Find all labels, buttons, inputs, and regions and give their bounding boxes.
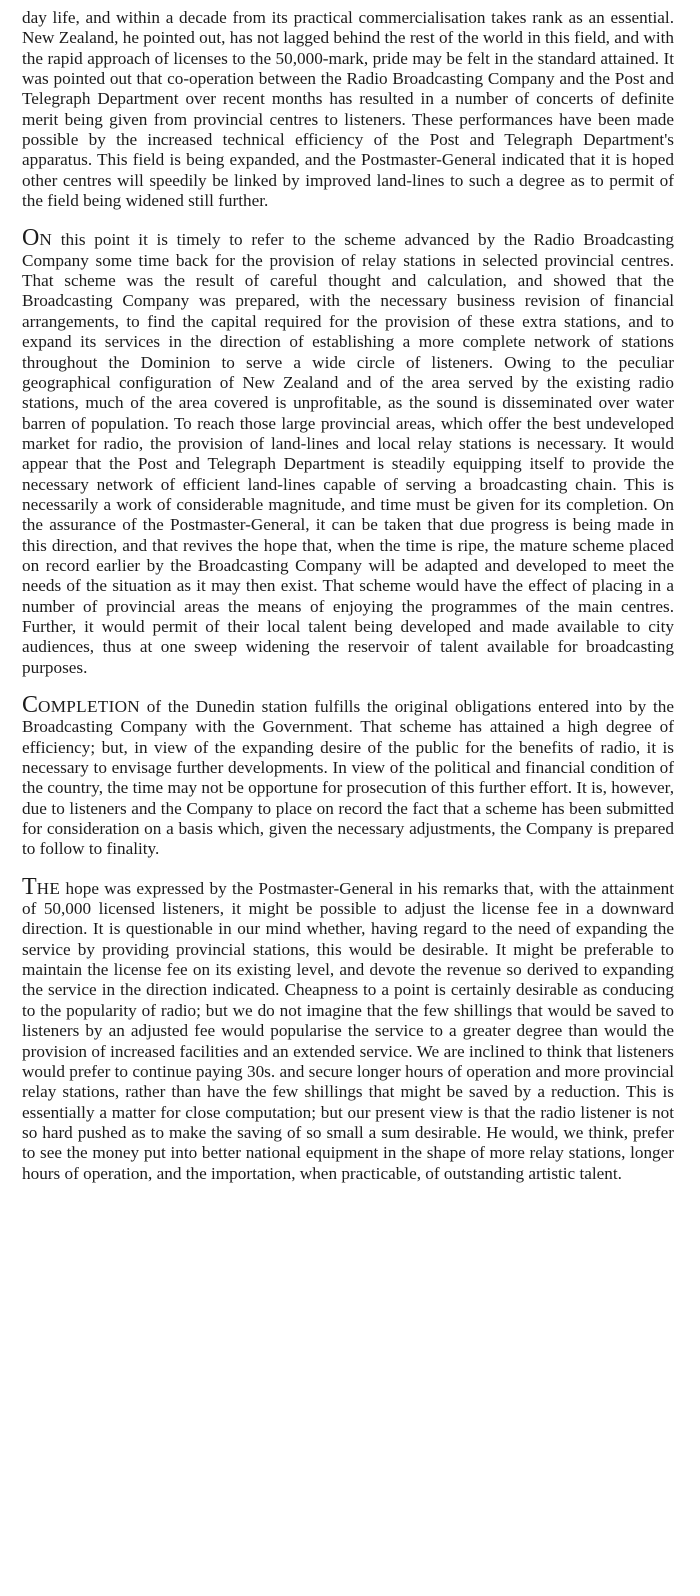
paragraph-2-text: this point it is timely to refer to the scheme advanced by the Radio Broadcasting Company some time back for the provision of relay stations in selected provincial centres. That scheme was the result of careful thought and calculation, and showed that the Broadcasting Company was prepared, with the necessary business revision of financial arrangements, to find the capital required for the provision of these extra stations, and to expand its services in the direction of establishing a more complete network of stations throughout the Dominion to serve a wide circle of listeners. Owing to the peculiar geographical configuration of New Zealand and of the area served by the existing radio stations, much of the area covered is unprofitable, as the sound is disseminated over water barren of population. To reach those large provincial areas, which offer the best undeveloped market for radio, the provision of land-lines and local relay stations is necessary. It would appear that the Post and Telegraph Department is steadily equipping itself to provide the necessary network of efficient land-lines capable of serving a broadcasting chain. This is necessarily a work of considerable magnitude, and time must be given for its completion. On the assurance of the Postmaster-General, it can be taken that due progress is being made in this direction, and that revives the hope that, when the time is ripe, the mature scheme placed on record earlier by the Broadcasting Company will be adapted and developed to meet the needs of the situation as it may then exist. That scheme would have the effect of placing in a number of provincial areas the means of enjoying the programmes of the main centres. Further, it would permit of their local talent being developed and made available to city audiences, thus at one sweep widening the reservoir of talent available for broadcasting purposes.: [22, 230, 674, 677]
paragraph-3-dropcap: C: [22, 692, 39, 718]
paragraph-4-dropcap: T: [22, 873, 37, 900]
paragraph-3-text: of the Dunedin station fulfills the original obligations entered into by the Broadcasting Company with the Government. That scheme has attained a high degree of efficiency; but, in view of the expanding desire of the public for the benefits of radio, it is necessary to envisage further developments. In view of the political and financial condition of the country, the time may not be opportune for prosecution of this further effort. It is, however, due to listeners and the Company to place on record the fact that a scheme has been submitted for consideration on a basis which, given the necessary adjustments, the Company is prepared to follow to finality.: [22, 697, 674, 859]
paragraph-3: [22, 692, 674, 860]
paragraph-2-lead: N: [39, 230, 53, 250]
paragraph-4-lead: HE: [36, 878, 61, 898]
paragraph-1-text: day life, and within a decade from its practical commercialisation takes rank as an essential. New Zealand, he pointed out, has not lagged behind the rest of the world in this field, and with the rapid approach of licenses to the 50,000-mark, pride may be felt in the standard attained. It was pointed out that co-operation between the Radio Broadcasting Company and the Post and Telegraph Department over recent months has resulted in a number of concerts of definite merit being given from provincial centres to listeners. These performances have been made possible by the increased technical efficiency of the Post and Telegraph Department's apparatus. This field is being expanded, and the Postmaster-General indicated that it is hoped other centres will speedily be linked by improved land-lines to such a degree as to permit of the field being widened still further.: [22, 8, 674, 211]
paragraph-2-dropcap: O: [22, 225, 40, 252]
paragraph-3-lead: OMPLETION: [38, 697, 141, 716]
article-body: [22, 8, 674, 1184]
paragraph-4: [22, 873, 674, 1184]
paragraph-1: [22, 8, 674, 211]
paragraph-2: [22, 225, 674, 678]
paragraph-4-text: hope was expressed by the Postmaster-General in his remarks that, with the attainment of 50,000 licensed listeners, it might be possible to adjust the license fee in a downward direction. It is questionable in our mind whether, having regard to the need of expanding the service by providing provincial stations, this would be desirable. It might be preferable to maintain the license fee on its existing level, and devote the revenue so derived to expanding the service in the direction indicated. Cheapness to a point is certainly desirable as conducing to the popularity of radio; but we do not imagine that the few shillings that would be saved to listeners by an adjusted fee would popularise the service to a greater degree than would the provision of increased facilities and an extended service. We are inclined to think that listeners would prefer to continue paying 30s. and secure longer hours of operation and more provincial relay stations, rather than have the few shillings that might be saved by a reduction. This is essentially a matter for close computation; but our present view is that the radio listener is not so hard pushed as to make the saving of so small a sum desirable. He would, we think, prefer to see the money put into better national equipment in the shape of more relay stations, longer hours of operation, and the importation, when practicable, of outstanding artistic talent.: [22, 878, 674, 1183]
